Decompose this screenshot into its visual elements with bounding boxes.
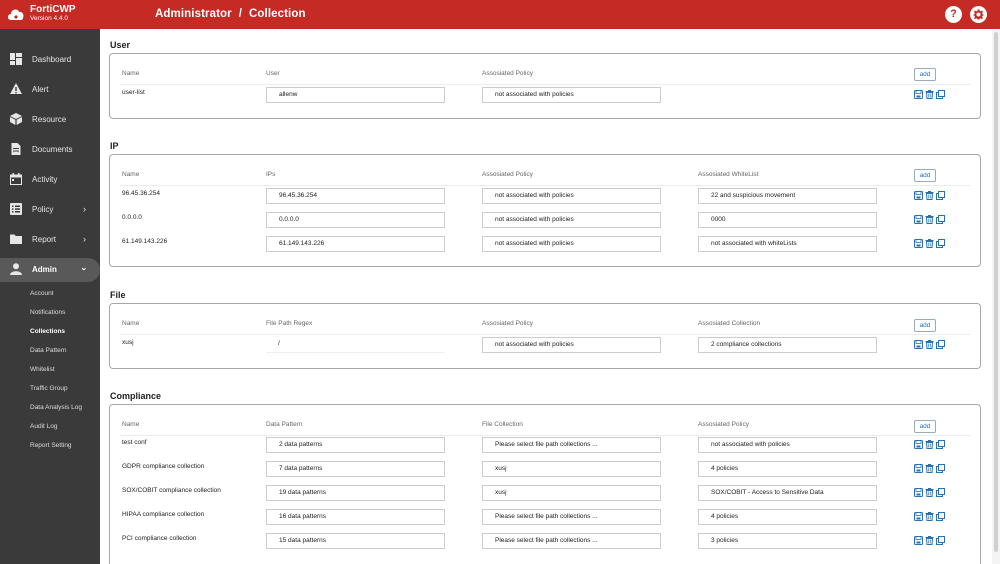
trash-icon[interactable] xyxy=(925,90,934,99)
save-icon[interactable] xyxy=(914,340,923,349)
data-pattern-field[interactable]: 16 data patterns xyxy=(266,509,445,525)
column-header: Assosiated Collection xyxy=(698,320,761,327)
ips-field[interactable]: 61.149.143.226 xyxy=(266,236,445,252)
sidebar-item-report[interactable] xyxy=(0,228,100,252)
admin-sub-whitelist[interactable]: Whitelist xyxy=(30,366,55,373)
row-name: xusj xyxy=(122,339,134,346)
brand xyxy=(30,5,76,23)
scrollbar-thumb[interactable] xyxy=(994,32,998,552)
copy-icon[interactable] xyxy=(936,90,945,99)
chevron-right-icon: › xyxy=(83,204,86,214)
save-icon[interactable] xyxy=(914,191,923,200)
ip-panel xyxy=(109,154,981,267)
data-pattern-field[interactable]: 7 data patterns xyxy=(266,461,445,477)
app-name: FortiCWP xyxy=(30,4,76,15)
column-header: File Collection xyxy=(482,421,523,428)
file-path-regex-field[interactable]: / xyxy=(266,337,445,353)
chevron-right-icon: › xyxy=(83,234,86,244)
policy-field[interactable]: not associated with policies xyxy=(482,188,661,204)
sidebar-item-admin[interactable] xyxy=(0,258,100,282)
trash-icon[interactable] xyxy=(925,191,934,200)
sidebar-item-alert[interactable] xyxy=(0,78,100,102)
dashboard-icon xyxy=(10,53,22,65)
settings-button[interactable] xyxy=(970,6,987,23)
sidebar-item-label: Resource xyxy=(32,115,67,124)
save-icon[interactable] xyxy=(914,90,923,99)
row-name: SOX/COBIT compliance collection xyxy=(122,487,221,494)
user-panel xyxy=(109,53,981,119)
header-divider xyxy=(120,435,970,436)
column-header: Name xyxy=(122,171,140,178)
row-name: GDPR compliance collection xyxy=(122,463,205,470)
breadcrumb xyxy=(155,8,306,20)
breadcrumb-page: Collection xyxy=(249,8,306,20)
section-title-ip: IP xyxy=(110,141,119,151)
document-icon xyxy=(10,143,22,155)
copy-icon[interactable] xyxy=(936,536,945,545)
trash-icon[interactable] xyxy=(925,340,934,349)
row-name: user-list xyxy=(122,89,145,96)
admin-sub-audit-log[interactable]: Audit Log xyxy=(30,423,58,430)
header-divider xyxy=(120,334,970,335)
row-actions xyxy=(914,340,948,350)
save-icon[interactable] xyxy=(914,464,923,473)
column-header: Assosiated Policy xyxy=(482,70,533,77)
file-panel xyxy=(109,303,981,369)
whitelist-field[interactable]: 22 and suspicious movement xyxy=(698,188,877,204)
copy-icon[interactable] xyxy=(936,340,945,349)
policy-icon xyxy=(10,203,22,215)
ips-field[interactable]: 96.45.36.254 xyxy=(266,188,445,204)
row-actions xyxy=(914,90,948,100)
admin-sub-data-pattern[interactable]: Data Pattern xyxy=(30,347,67,354)
column-header: Assosiated Policy xyxy=(698,421,749,428)
trash-icon[interactable] xyxy=(925,488,934,497)
sidebar-item-label: Alert xyxy=(32,85,49,94)
add-user-collection-button[interactable]: add xyxy=(914,68,936,81)
policy-field[interactable]: not associated with policies xyxy=(482,212,661,228)
main-content xyxy=(100,29,992,564)
help-button[interactable]: ? xyxy=(945,6,962,23)
admin-sub-notifications[interactable]: Notifications xyxy=(30,309,66,316)
top-bar xyxy=(0,0,1000,29)
row-actions xyxy=(914,215,948,225)
data-pattern-field[interactable]: 15 data patterns xyxy=(266,533,445,549)
chevron-down-icon: › xyxy=(79,267,90,271)
file-collection-field[interactable]: xusj xyxy=(482,461,661,477)
sidebar-item-resource[interactable] xyxy=(0,108,100,132)
policy-field[interactable]: 3 policies xyxy=(698,533,877,549)
sidebar-item-dashboard[interactable] xyxy=(0,48,100,72)
collection-field[interactable]: 2 compliance collections xyxy=(698,337,877,353)
row-name: test conf xyxy=(122,439,147,446)
copy-icon[interactable] xyxy=(936,191,945,200)
cloud-logo-icon xyxy=(6,5,26,23)
policy-field[interactable]: not associated with policies xyxy=(482,87,661,103)
gear-icon xyxy=(973,9,984,20)
copy-icon[interactable] xyxy=(936,239,945,248)
row-actions xyxy=(914,440,948,450)
save-icon[interactable] xyxy=(914,536,923,545)
breadcrumb-separator: / xyxy=(238,8,242,20)
whitelist-field[interactable]: 0000 xyxy=(698,212,877,228)
column-header: User xyxy=(266,70,280,77)
sidebar-item-label: Policy xyxy=(32,205,54,214)
save-icon[interactable] xyxy=(914,440,923,449)
file-collection-field[interactable]: xusj xyxy=(482,485,661,501)
sidebar-item-activity[interactable] xyxy=(0,168,100,192)
column-header: Assosiated Policy xyxy=(482,171,533,178)
user-field[interactable]: allenw xyxy=(266,87,445,103)
policy-field[interactable]: not associated with policies xyxy=(482,337,661,353)
copy-icon[interactable] xyxy=(936,215,945,224)
add-compliance-collection-button[interactable]: add xyxy=(914,420,936,433)
column-header: Data Pattern xyxy=(266,421,303,428)
trash-icon[interactable] xyxy=(925,215,934,224)
row-actions xyxy=(914,464,948,474)
row-actions xyxy=(914,536,948,546)
trash-icon[interactable] xyxy=(925,512,934,521)
row-name: 96.45.36.254 xyxy=(122,190,160,197)
policy-field[interactable]: not associated with policies xyxy=(698,437,877,453)
admin-sub-account[interactable]: Account xyxy=(30,290,54,297)
column-header: Name xyxy=(122,320,140,327)
column-header: IPs xyxy=(266,171,276,178)
column-header: Assosiated WhiteList xyxy=(698,171,759,178)
copy-icon[interactable] xyxy=(936,440,945,449)
breadcrumb-section[interactable]: Administrator xyxy=(155,8,232,20)
section-title-user: User xyxy=(110,40,131,50)
cube-icon xyxy=(10,113,22,125)
admin-sub-data-analysis-log[interactable]: Data Analysis Log xyxy=(30,404,83,411)
trash-icon[interactable] xyxy=(925,440,934,449)
sidebar-item-label: Dashboard xyxy=(32,55,72,64)
row-name: PCI compliance collection xyxy=(122,535,197,542)
vertical-scrollbar[interactable] xyxy=(992,29,1000,564)
trash-icon[interactable] xyxy=(925,464,934,473)
sidebar-item-label: Report xyxy=(32,235,57,244)
section-title-file: File xyxy=(110,290,126,300)
row-actions xyxy=(914,191,948,201)
whitelist-field[interactable]: not associated with whiteLists xyxy=(698,236,877,252)
compliance-panel xyxy=(109,404,981,564)
row-name: HIPAA compliance collection xyxy=(122,511,205,518)
trash-icon[interactable] xyxy=(925,536,934,545)
column-header: Name xyxy=(122,421,140,428)
admin-sub-report-setting[interactable]: Report Setting xyxy=(30,442,72,449)
user-icon xyxy=(10,263,22,275)
sidebar-item-label: Documents xyxy=(32,145,73,154)
copy-icon[interactable] xyxy=(936,512,945,521)
file-collection-field[interactable]: Please select file path collections ... xyxy=(482,533,661,549)
add-ip-collection-button[interactable]: add xyxy=(914,169,936,182)
policy-field[interactable]: 4 policies xyxy=(698,509,877,525)
admin-sub-traffic-group[interactable]: Traffic Group xyxy=(30,385,68,392)
sidebar-item-label: Activity xyxy=(32,175,58,184)
row-actions xyxy=(914,239,948,249)
row-actions xyxy=(914,512,948,522)
policy-field[interactable]: not associated with policies xyxy=(482,236,661,252)
header-divider xyxy=(120,84,970,85)
header-divider xyxy=(120,185,970,186)
sidebar xyxy=(0,29,100,564)
row-name: 0.0.0.0 xyxy=(122,214,142,221)
calendar-icon xyxy=(10,173,22,185)
save-icon[interactable] xyxy=(914,488,923,497)
row-actions xyxy=(914,488,948,498)
file-collection-field[interactable]: Please select file path collections ... xyxy=(482,437,661,453)
column-header: Name xyxy=(122,70,140,77)
section-title-compliance: Compliance xyxy=(110,391,162,401)
data-pattern-field[interactable]: 2 data patterns xyxy=(266,437,445,453)
file-collection-field[interactable]: Please select file path collections ... xyxy=(482,509,661,525)
data-pattern-field[interactable]: 19 data patterns xyxy=(266,485,445,501)
admin-sub-collections[interactable]: Collections xyxy=(30,328,66,335)
add-file-collection-button[interactable]: add xyxy=(914,319,936,332)
column-header: File Path Regex xyxy=(266,320,313,327)
copy-icon[interactable] xyxy=(936,488,945,497)
save-icon[interactable] xyxy=(914,215,923,224)
save-icon[interactable] xyxy=(914,239,923,248)
save-icon[interactable] xyxy=(914,512,923,521)
trash-icon[interactable] xyxy=(925,239,934,248)
copy-icon[interactable] xyxy=(936,464,945,473)
folder-icon xyxy=(10,233,22,245)
policy-field[interactable]: 4 policies xyxy=(698,461,877,477)
row-name: 61.149.143.226 xyxy=(122,238,168,245)
ips-field[interactable]: 0.0.0.0 xyxy=(266,212,445,228)
sidebar-item-policy[interactable] xyxy=(0,198,100,222)
alert-icon xyxy=(10,83,22,95)
app-version: Version 4.4.0 xyxy=(30,15,68,22)
sidebar-item-documents[interactable] xyxy=(0,138,100,162)
sidebar-item-label: Admin xyxy=(32,265,57,274)
column-header: Assosiated Policy xyxy=(482,320,533,327)
policy-field[interactable]: SOX/COBIT - Access to Sensitive Data xyxy=(698,485,877,501)
